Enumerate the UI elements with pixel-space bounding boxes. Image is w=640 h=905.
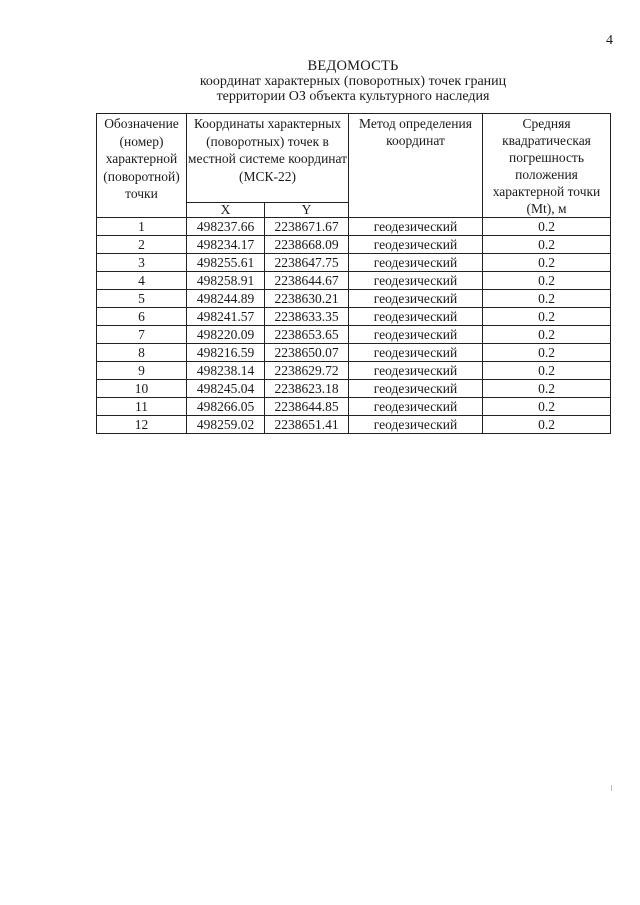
cell-point-number: 7: [97, 326, 187, 344]
table-row: [97, 218, 611, 236]
cell-point-number: 8: [97, 344, 187, 362]
cell-x-coordinate: 498220.09: [187, 326, 265, 344]
cell-x-coordinate: 498238.14: [187, 362, 265, 380]
cell-error: 0.2: [483, 416, 611, 434]
cell-error: 0.2: [483, 236, 611, 254]
cell-x-coordinate: 498259.02: [187, 416, 265, 434]
cell-point-number: 12: [97, 416, 187, 434]
header-y: Y: [265, 203, 349, 218]
cell-x-coordinate: 498245.04: [187, 380, 265, 398]
header-coordinates: Координаты характерных (поворотных) точек в местной системе координат (МСК-22): [187, 114, 349, 203]
table-row: [97, 344, 611, 362]
scan-mark: [611, 785, 612, 791]
table-row: [97, 272, 611, 290]
table-row: [97, 236, 611, 254]
cell-x-coordinate: 498266.05: [187, 398, 265, 416]
cell-y-coordinate: 2238633.35: [265, 308, 349, 326]
table-row: [97, 380, 611, 398]
cell-method: геодезический: [349, 326, 483, 344]
cell-y-coordinate: 2238629.72: [265, 362, 349, 380]
cell-y-coordinate: 2238671.67: [265, 218, 349, 236]
table-row: [97, 362, 611, 380]
document-heading: [96, 59, 610, 104]
cell-error: 0.2: [483, 254, 611, 272]
cell-x-coordinate: 498258.91: [187, 272, 265, 290]
cell-error: 0.2: [483, 218, 611, 236]
cell-method: геодезический: [349, 416, 483, 434]
table-row: [97, 326, 611, 344]
document-subtitle-line2: территории ОЗ объекта культурного наследия: [216, 89, 490, 104]
table-row: [97, 308, 611, 326]
table-row: [97, 416, 611, 434]
cell-point-number: 3: [97, 254, 187, 272]
cell-method: геодезический: [349, 362, 483, 380]
header-method: Метод определения координат: [349, 114, 483, 218]
cell-y-coordinate: 2238653.65: [265, 326, 349, 344]
cell-y-coordinate: 2238644.85: [265, 398, 349, 416]
cell-method: геодезический: [349, 308, 483, 326]
page-number: 4: [606, 33, 613, 48]
header-point-number: Обозначение (номер) характерной (поворотной) точки: [97, 114, 187, 218]
cell-method: геодезический: [349, 236, 483, 254]
cell-x-coordinate: 498241.57: [187, 308, 265, 326]
cell-method: геодезический: [349, 254, 483, 272]
cell-point-number: 10: [97, 380, 187, 398]
cell-x-coordinate: 498255.61: [187, 254, 265, 272]
header-x: X: [187, 203, 265, 218]
cell-y-coordinate: 2238650.07: [265, 344, 349, 362]
header-error: Средняя квадратическая погрешность положения характерной точки (Mt), м: [483, 114, 611, 218]
cell-error: 0.2: [483, 290, 611, 308]
cell-x-coordinate: 498216.59: [187, 344, 265, 362]
cell-point-number: 6: [97, 308, 187, 326]
cell-point-number: 2: [97, 236, 187, 254]
cell-error: 0.2: [483, 362, 611, 380]
cell-point-number: 4: [97, 272, 187, 290]
cell-method: геодезический: [349, 218, 483, 236]
cell-method: геодезический: [349, 290, 483, 308]
cell-y-coordinate: 2238644.67: [265, 272, 349, 290]
cell-x-coordinate: 498237.66: [187, 218, 265, 236]
table-header-row: [97, 114, 611, 203]
cell-error: 0.2: [483, 344, 611, 362]
coordinates-table: [96, 113, 611, 434]
table-row: [97, 290, 611, 308]
cell-y-coordinate: 2238647.75: [265, 254, 349, 272]
cell-error: 0.2: [483, 308, 611, 326]
cell-point-number: 9: [97, 362, 187, 380]
cell-error: 0.2: [483, 326, 611, 344]
cell-x-coordinate: 498244.89: [187, 290, 265, 308]
document-subtitle-line1: координат характерных (поворотных) точек границ: [199, 74, 507, 89]
document-title: ВЕДОМОСТЬ: [307, 58, 399, 74]
cell-error: 0.2: [483, 380, 611, 398]
cell-point-number: 5: [97, 290, 187, 308]
cell-y-coordinate: 2238668.09: [265, 236, 349, 254]
cell-y-coordinate: 2238623.18: [265, 380, 349, 398]
cell-method: геодезический: [349, 380, 483, 398]
cell-y-coordinate: 2238651.41: [265, 416, 349, 434]
cell-y-coordinate: 2238630.21: [265, 290, 349, 308]
cell-error: 0.2: [483, 398, 611, 416]
table-body: [97, 218, 611, 434]
cell-method: геодезический: [349, 398, 483, 416]
cell-point-number: 11: [97, 398, 187, 416]
cell-x-coordinate: 498234.17: [187, 236, 265, 254]
table-row: [97, 398, 611, 416]
cell-method: геодезический: [349, 344, 483, 362]
cell-method: геодезический: [349, 272, 483, 290]
cell-point-number: 1: [97, 218, 187, 236]
cell-error: 0.2: [483, 272, 611, 290]
table-row: [97, 254, 611, 272]
